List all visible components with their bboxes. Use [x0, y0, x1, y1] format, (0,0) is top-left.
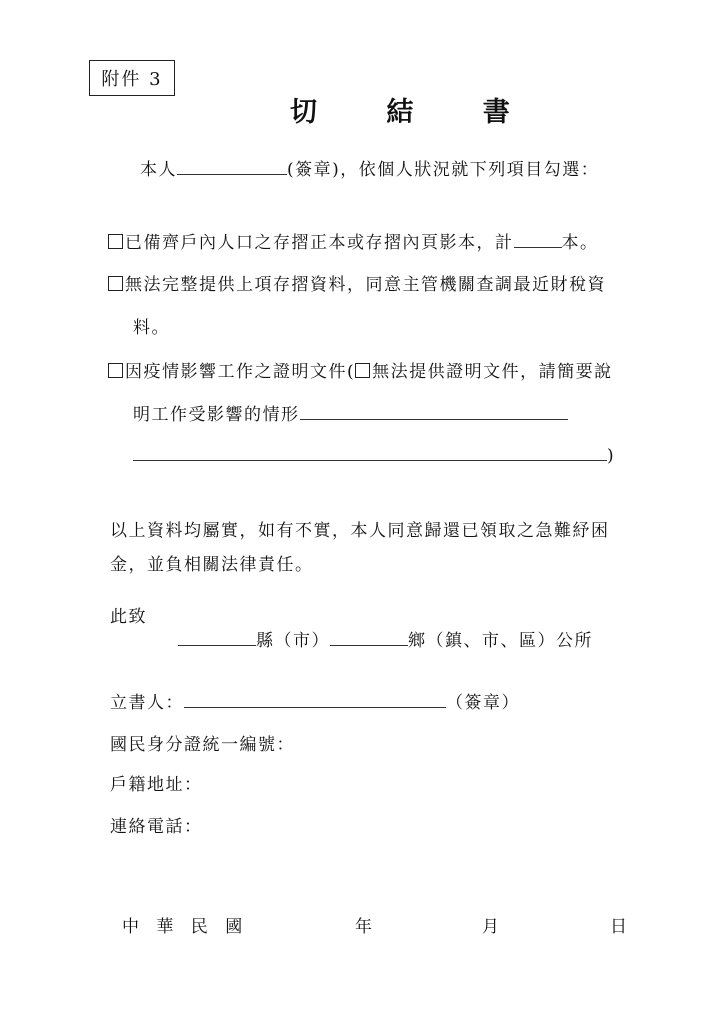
item-3-text-b: 無法提供證明文件，請簡要說 [372, 362, 613, 382]
item-1-text: 已備齊戶內人口之存摺正本或存摺內頁影本，計 [125, 233, 514, 253]
declaration-line-1: 以上資料均屬實，如有不實，本人同意歸還已領取之急難紓困 [110, 521, 610, 541]
item-3-description-blank-2[interactable] [133, 444, 607, 461]
item-3-line-3 [133, 444, 615, 466]
township-label: 鄉（鎮、市、區）公所 [408, 631, 593, 651]
item-3-text-a: 因疫情影響工作之證明文件( [125, 362, 356, 382]
attachment-label: 附件 3 [89, 60, 175, 96]
item-3-description-blank[interactable] [300, 403, 568, 420]
item-1-count-blank[interactable] [514, 231, 562, 248]
date-year: 年 [355, 917, 374, 937]
intro-suffix: (簽章)，依個人狀況就下列項目勾選： [287, 160, 600, 180]
phone-label: 連絡電話： [110, 817, 203, 837]
item-3-line-1 [108, 357, 613, 382]
intro-prefix: 本人 [140, 160, 177, 180]
document-title: 切 結 書 [290, 97, 540, 128]
county-label: 縣（市） [256, 631, 330, 651]
signer-blank[interactable] [184, 691, 446, 708]
id-number-label: 國民身分證統一編號： [110, 735, 295, 755]
name-blank[interactable] [177, 158, 287, 175]
item-3-line-2-text: 明工作受影響的情形 [133, 405, 300, 425]
item-3-sub-checkbox[interactable] [355, 363, 370, 378]
date-day: 日 [610, 917, 629, 937]
intro-line [140, 155, 599, 180]
date-month: 月 [482, 917, 501, 937]
item-1 [108, 228, 599, 253]
item-3-close: ) [607, 446, 616, 466]
item-1-checkbox[interactable] [108, 234, 123, 249]
signer-seal: （簽章） [446, 693, 520, 713]
date-era: 中 華 民 國 [122, 917, 249, 937]
county-blank[interactable] [178, 629, 256, 646]
item-3-checkbox[interactable] [108, 363, 123, 378]
signer-label: 立書人： [110, 693, 184, 713]
recipient-line [178, 626, 593, 651]
signer-line [110, 688, 520, 713]
greeting: 此致 [110, 607, 147, 627]
item-2-line-1 [108, 270, 606, 295]
item-1-tail: 本。 [561, 233, 599, 253]
item-2-line-2: 料。 [133, 318, 170, 338]
item-3-line-2 [133, 400, 568, 425]
item-2-text: 無法完整提供上項存摺資料，同意主管機關查調最近財稅資 [125, 275, 606, 295]
township-blank[interactable] [330, 629, 408, 646]
declaration-line-2: 金，並負相關法律責任。 [110, 555, 314, 575]
address-label: 戶籍地址： [110, 775, 203, 795]
item-2-checkbox[interactable] [108, 276, 123, 291]
